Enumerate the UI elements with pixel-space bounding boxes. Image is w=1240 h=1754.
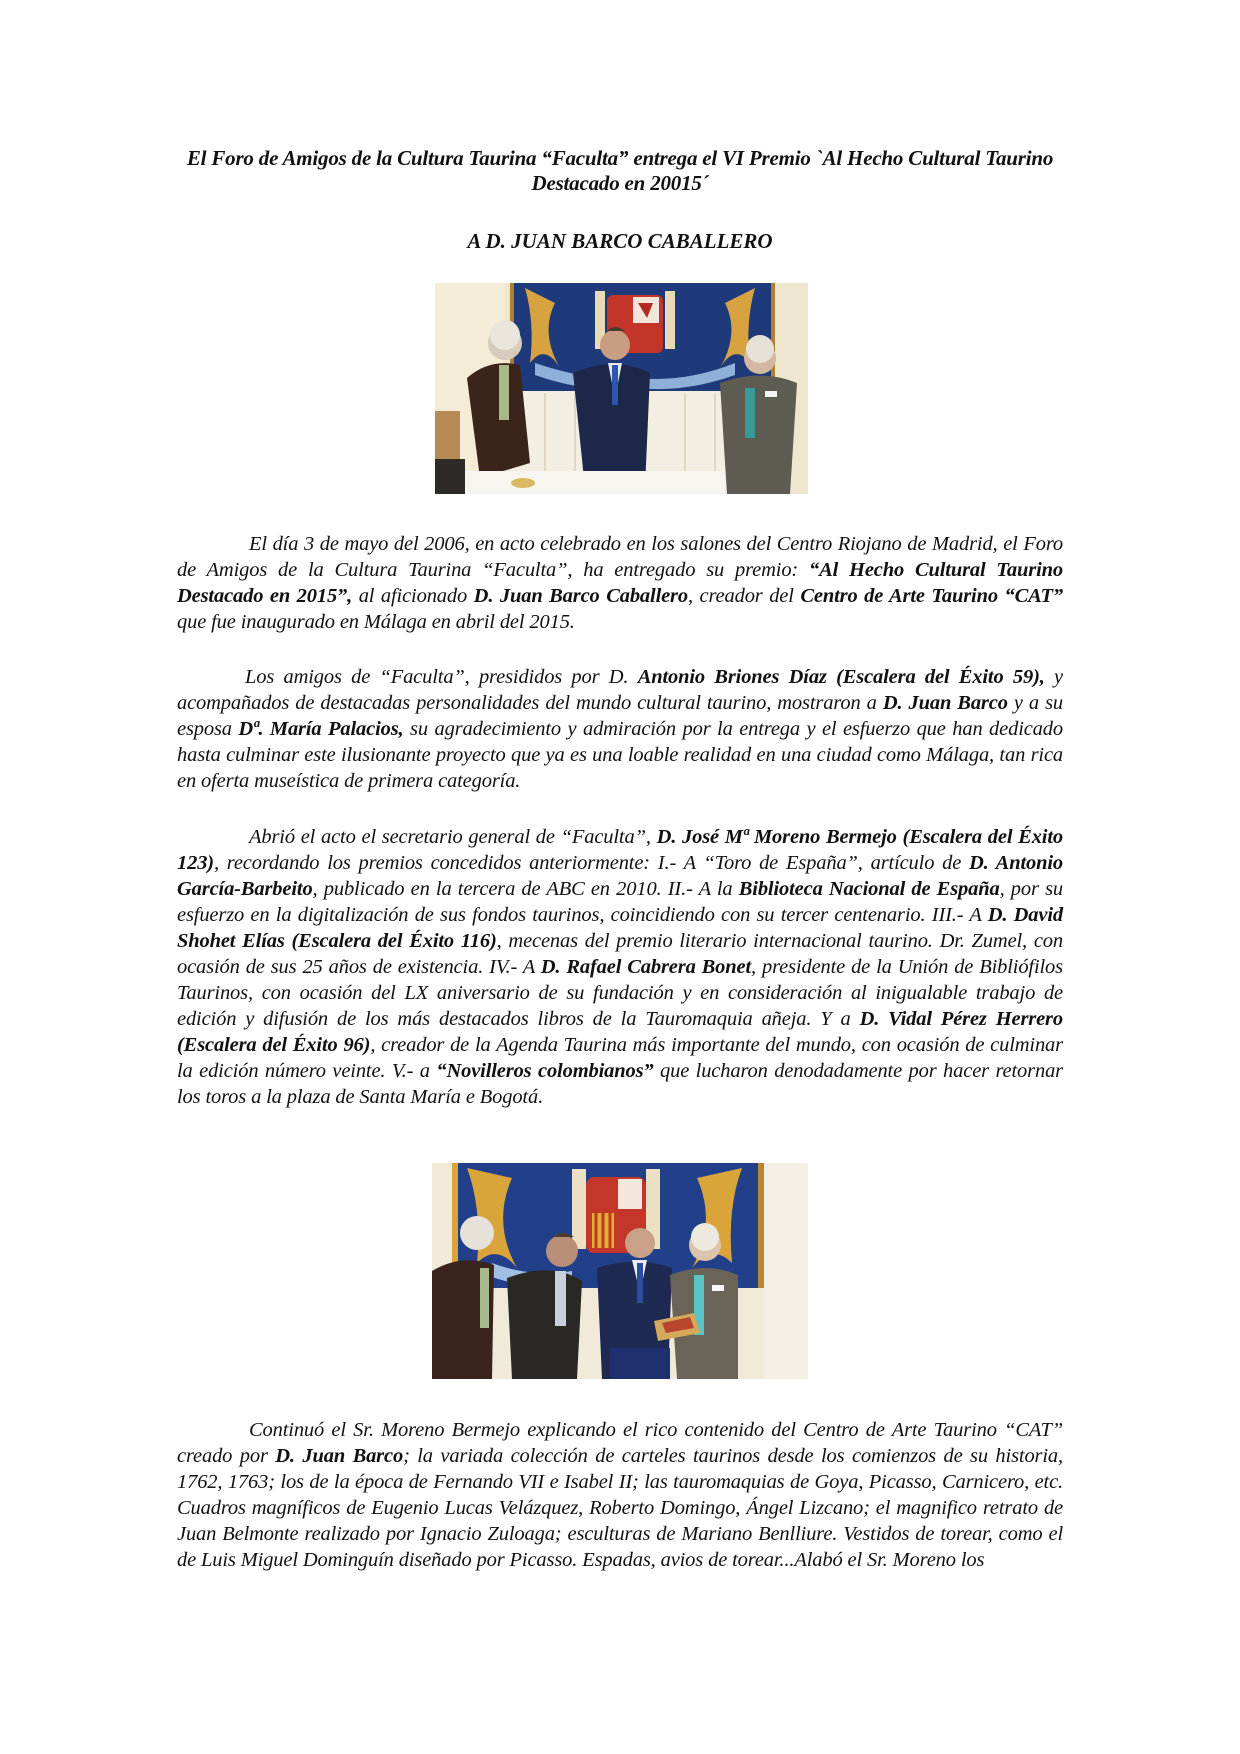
text-run: ; la variada colección de carteles taurinos desde los comienzos de su historia, 1762, 1763; los de la época de Fernando VII e Isabel II; las tauromaquias de Goya, Picasso, Carnicero, etc. Cuadros magníficos de Eugenio Lucas Velázquez, Roberto Domingo, Ángel Lizcano; el magnifico retrato de Juan Belmonte realizado por Ignacio Zuloaga; esculturas de Mariano Benlliure. Vestidos de torear, como el de Luis Miguel Dominguín diseñado por Picasso. Espadas, avios de torear...Alabó el Sr. Moreno los xyxy=(177,1445,1063,1571)
text-run: El día 3 de mayo del 2006, en acto celebrado en los salones del Centro Riojano de Madrid, el Foro de Amigos de la Cultura Taurina “Faculta”, ha entregado su premio: xyxy=(177,533,1063,581)
photo-2-image xyxy=(432,1163,808,1379)
bold-run: Antonio Briones Díaz (Escalera del Éxito 59), xyxy=(637,666,1045,688)
text-run: al aficionado xyxy=(352,585,474,607)
paragraph-4 xyxy=(177,1417,1063,1573)
bold-run: D. Antonio García-Barbeito xyxy=(177,852,1063,900)
text-run: , presidente de la Unión de Bibliófilos Taurinos, con ocasión del LX aniversario de su fundación y en consideración al inigualable trabajo de edición y difusión de los más destacados libros de la Tauromaquia añeja. Y a xyxy=(177,956,1063,1030)
bold-run: Biblioteca Nacional de España xyxy=(738,878,1000,900)
bold-run: Dª. María Palacios, xyxy=(238,718,404,740)
photo-1-image xyxy=(435,283,808,494)
text-run: , por su esfuerzo en la digitalización de sus fondos taurinos, coincidiendo con su tercer centenario. III.- A xyxy=(177,878,1064,926)
bold-run: D. Juan Barco Caballero xyxy=(473,585,688,607)
text-run: , creador de la Agenda Taurina más importante del mundo, con ocasión de culminar la edición número veinte. V.- a xyxy=(177,1034,1063,1082)
text-run: que lucharon denodadamente por hacer retornar los toros a la plaza de Santa María e Bogotá. xyxy=(177,1060,1063,1108)
text-run: que fue inaugurado en Málaga en abril del 2015. xyxy=(177,611,575,633)
text-run: su agradecimiento y admiración por la entrega y el esfuerzo que han dedicado hasta culminar este ilusionante proyecto que ya es una loable realidad en una ciudad como Málaga, tan rica en oferta museística de primera categoría. xyxy=(177,718,1063,792)
photo-award-ceremony-1 xyxy=(435,283,808,494)
text-run: Abrió el acto el secretario general de “Faculta”, xyxy=(249,826,657,848)
paragraph-2 xyxy=(177,664,1063,794)
bold-run: “Al Hecho Cultural Taurino Destacado en 2015”, xyxy=(177,559,1063,607)
paragraph-1 xyxy=(177,531,1063,635)
bold-run: D. Juan Barco xyxy=(882,692,1008,714)
text-run: , publicado en la tercera de ABC en 2010. II.- A la xyxy=(312,878,739,900)
document-subtitle: A D. JUAN BARCO CABALLERO xyxy=(467,229,773,253)
text-run: , creador del xyxy=(688,585,801,607)
bold-run: D. David Shohet Elías (Escalera del Éxito 116) xyxy=(177,904,1063,952)
bold-run: Centro de Arte Taurino “CAT” xyxy=(800,585,1063,607)
bold-run: “Novilleros colombianos” xyxy=(436,1060,654,1082)
text-run: , mecenas del premio literario internacional taurino. Dr. Zumel, con ocasión de sus 25 años de existencia. IV.- A xyxy=(177,930,1063,978)
document-title: El Foro de Amigos de la Cultura Taurina “Faculta” entrega el VI Premio `Al Hecho Cultural Taurino Destacado en 20015´ xyxy=(186,146,1054,195)
text-run: , recordando los premios concedidos anteriormente: I.- A “Toro de España”, artículo de xyxy=(213,852,969,874)
text-run: y acompañados de destacadas personalidades del mundo cultural taurino, mostraron a xyxy=(177,666,1063,714)
bold-run: D. Juan Barco xyxy=(275,1445,404,1467)
paragraph-3 xyxy=(177,824,1063,1110)
bold-run: D. Rafael Cabrera Bonet xyxy=(540,956,752,978)
bold-run: D. Vidal Pérez Herrero (Escalera del Éxito 96) xyxy=(177,1008,1063,1056)
text-run: Los amigos de “Faculta”, presididos por D. xyxy=(245,666,638,688)
text-run: Continuó el Sr. Moreno Bermejo explicando el rico contenido del Centro de Arte Taurino “CAT” creado por xyxy=(177,1419,1063,1467)
photo-award-ceremony-2 xyxy=(432,1163,808,1379)
text-run: y a su esposa xyxy=(177,692,1063,740)
bold-run: D. José Mª Moreno Bermejo (Escalera del Éxito 123) xyxy=(177,826,1063,874)
